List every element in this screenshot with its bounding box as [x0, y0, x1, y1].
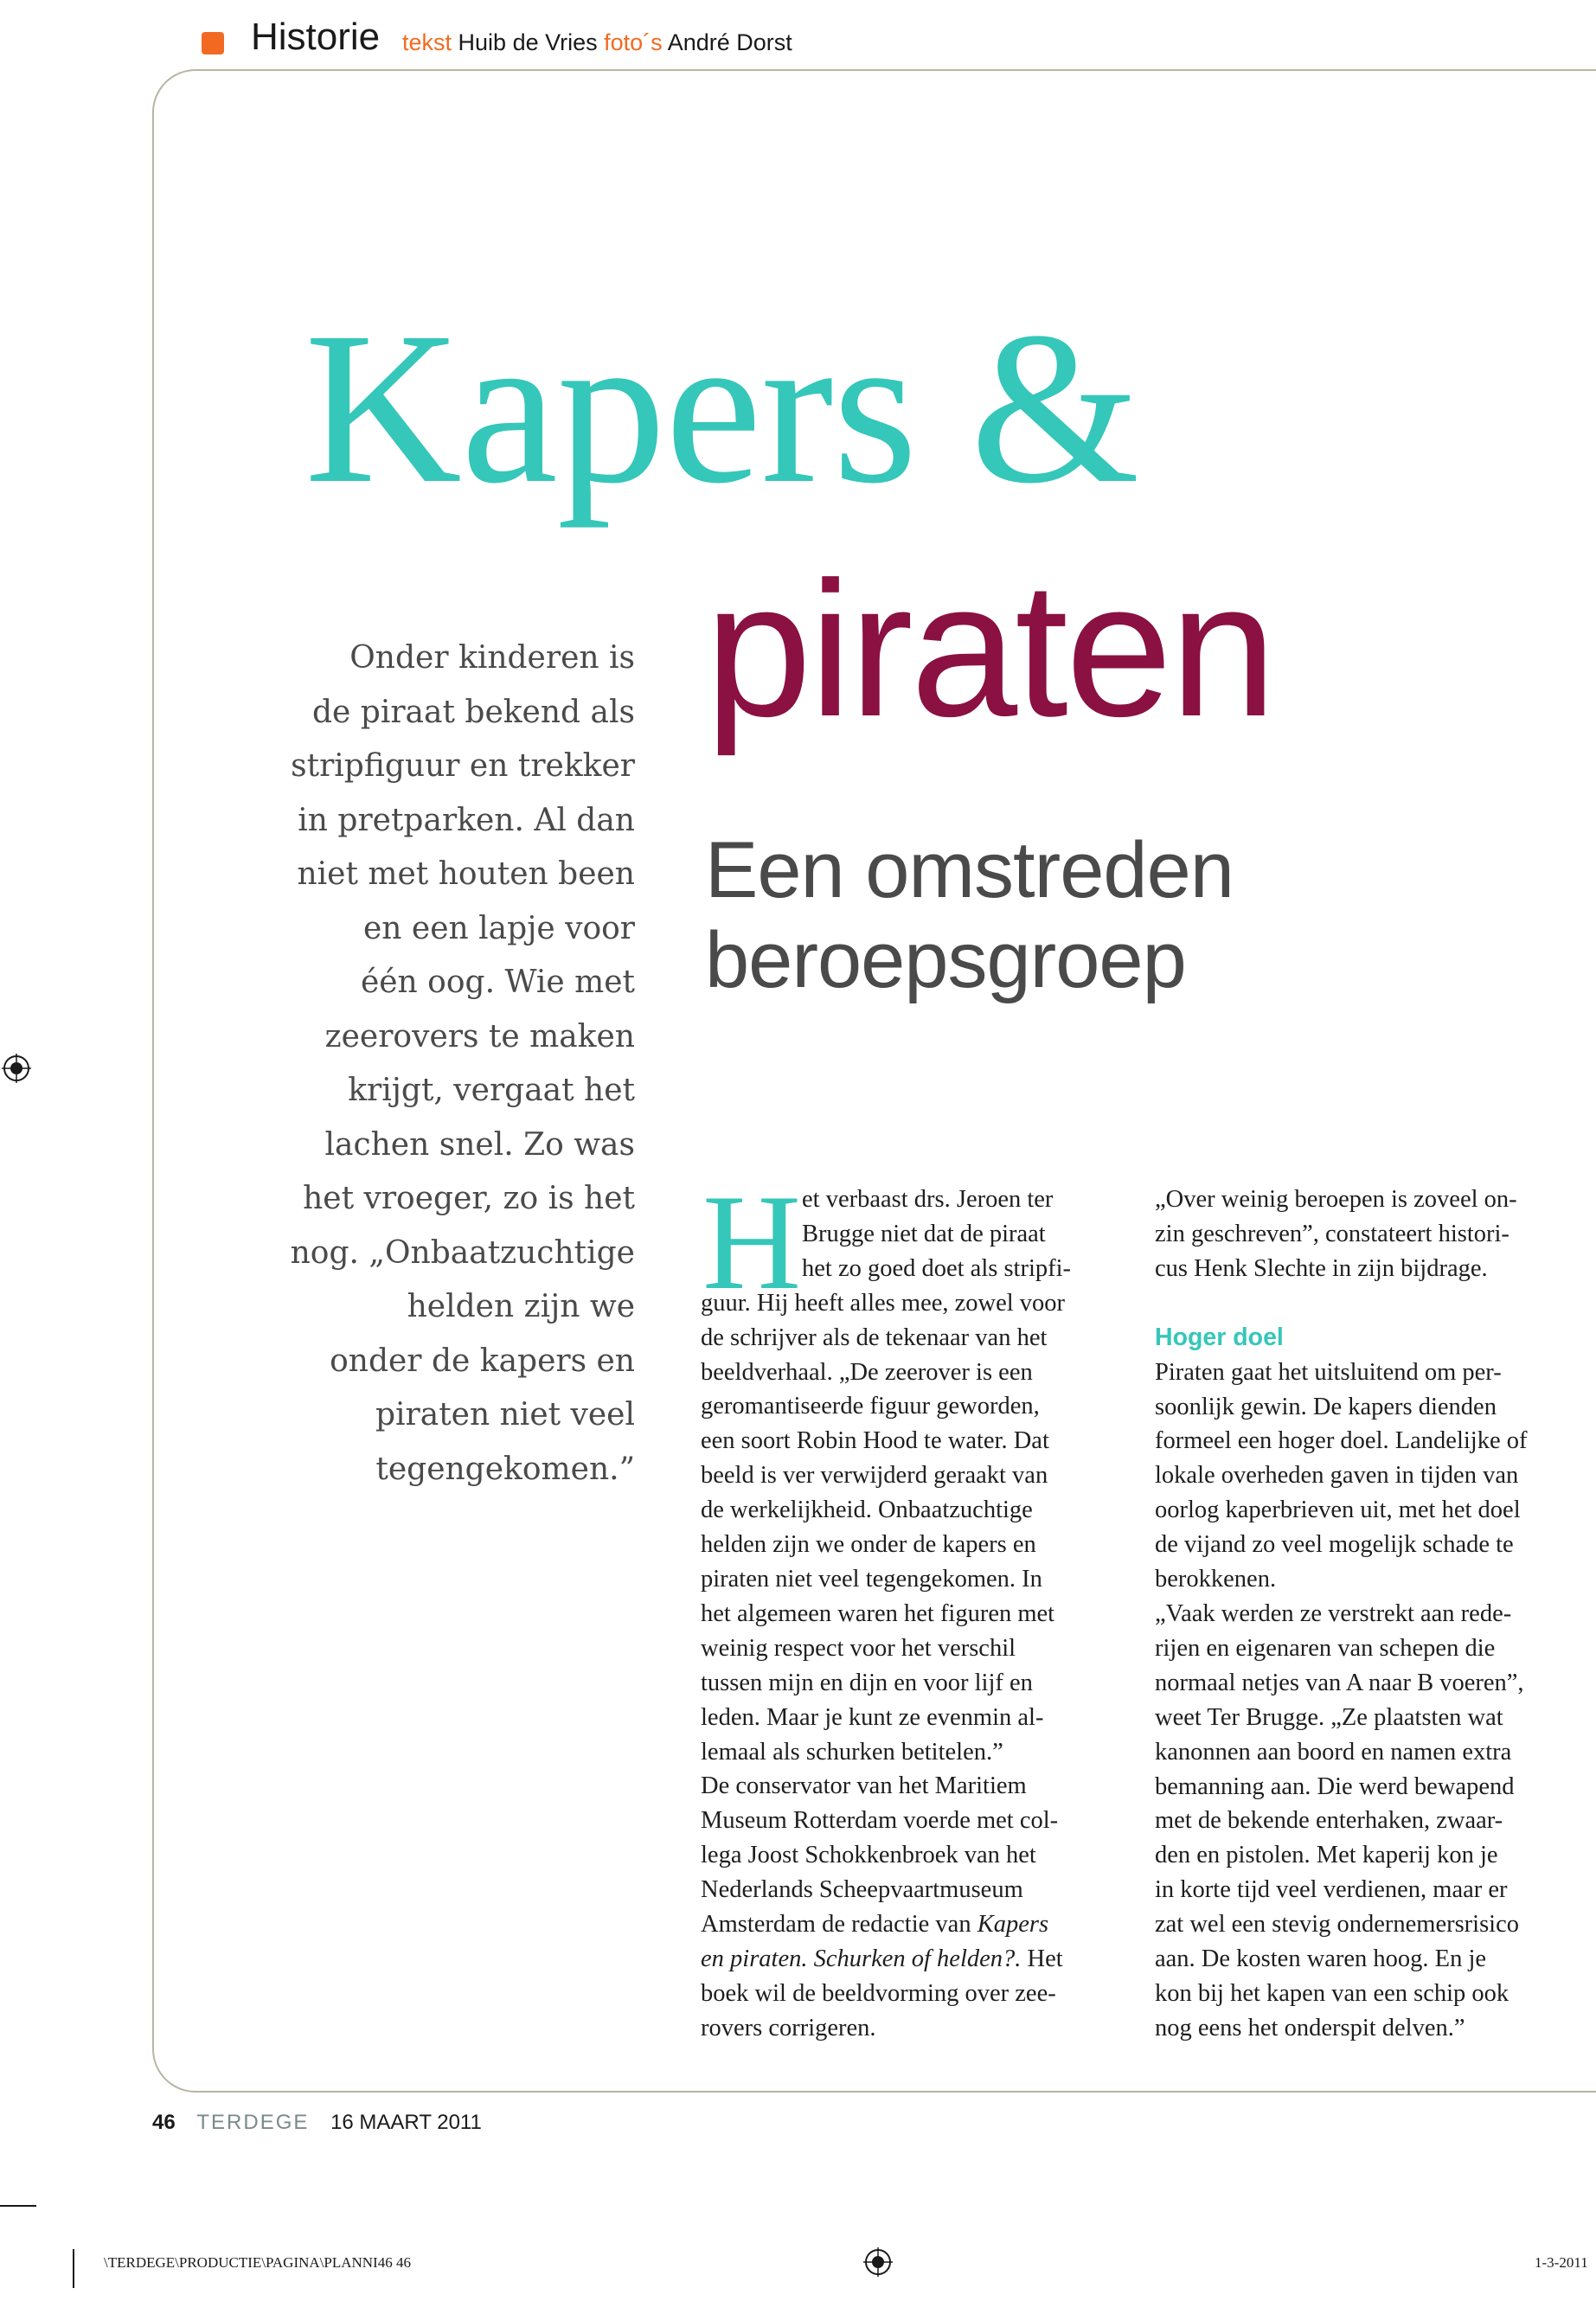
body-line: leden. Maar je kunt ze evenmin al- [701, 1703, 1044, 1731]
body-line: lokale overheden gaven in tijden van [1155, 1462, 1519, 1490]
book-title-part-1: Kapers [977, 1911, 1049, 1939]
section-marker [202, 32, 224, 54]
page-footer [152, 2111, 482, 2135]
body-line: kanonnen aan boord en namen extra [1155, 1738, 1512, 1766]
body-line: beeldverhaal. „De zeerover is een [701, 1358, 1033, 1386]
body-line: geromantiseerde figuur geworden, [701, 1393, 1040, 1420]
body-line [701, 1942, 1071, 1977]
body-line: nog eens het onderspit delven.” [1155, 2014, 1465, 2041]
body-line: normaal netjes van A naar B voeren”, [1155, 1669, 1524, 1696]
body-line: de werkelijkheid. Onbaatzuchtige [701, 1497, 1033, 1524]
body-line: tussen mijn en dijn en voor lijf en [701, 1669, 1033, 1696]
subtitle-line-2: beroepsgroep [705, 915, 1186, 1004]
body-line: cus Henk Slechte in zijn bijdrage. [1155, 1254, 1488, 1282]
author: Huib de Vries [458, 29, 598, 55]
body-line: rovers corrigeren. [701, 2014, 876, 2041]
intro-line: Onder kinderen is [349, 640, 635, 676]
magazine-name: TERDEGE [196, 2111, 310, 2134]
subtitle [705, 826, 1234, 1006]
body-line: soonlijk gewin. De kapers dienden [1155, 1393, 1497, 1420]
body-line: zat wel een stevig ondernemersrisico [1155, 1911, 1520, 1939]
body-line: De conservator van het Maritiem [701, 1772, 1027, 1800]
drop-cap: H [702, 1167, 802, 1318]
body-line: Piraten gaat het uitsluitend om per- [1155, 1358, 1502, 1386]
body-text: Het [1021, 1945, 1063, 1972]
body-line: zin geschreven”, constateert histori- [1155, 1220, 1509, 1247]
section-title: Historie [251, 16, 381, 58]
credits [402, 29, 792, 56]
body-column-1 [701, 1183, 1071, 2046]
intro-text [285, 631, 635, 1497]
intro-line: niet met houten been [297, 856, 635, 892]
body-line: formeel een hoger doel. Landelijke of [1155, 1427, 1528, 1455]
body-line: het algemeen waren het figuren met [701, 1599, 1055, 1627]
photo-label: foto´s [604, 29, 663, 55]
crop-mark [0, 2205, 36, 2207]
intro-line: stripfiguur en trekker [291, 748, 635, 784]
registration-mark-icon [2, 1054, 31, 1083]
body-line: „Vaak werden ze verstrekt aan rede- [1155, 1599, 1512, 1627]
page-number: 46 [152, 2111, 176, 2134]
body-line: aan. De kosten waren hoog. En je [1155, 1945, 1487, 1973]
body-line: bemanning aan. Die werd bewapend [1155, 1772, 1515, 1800]
subtitle-line-1: Een omstreden [705, 826, 1234, 914]
spacer [1155, 1286, 1527, 1321]
body-line: Brugge niet dat de piraat [802, 1220, 1046, 1247]
body-line: oorlog kaperbrieven uit, met het doel [1155, 1497, 1521, 1524]
slug-path: \TERDEGE\PRODUCTIE\PAGINA\PLANNI46 46 [104, 2254, 411, 2271]
intro-line: in pretparken. Al dan [298, 802, 635, 838]
intro-line: zeerovers te maken [324, 1018, 635, 1054]
registration-mark-icon [863, 2247, 893, 2277]
body-column-2 [1155, 1183, 1527, 2046]
body-line: rijen en eigenaren van schepen die [1155, 1634, 1496, 1662]
body-line: kon bij het kapen van een schip ook [1155, 1979, 1509, 2007]
body-line: guur. Hij heeft alles mee, zowel voor [701, 1289, 1066, 1317]
crop-mark [73, 2249, 74, 2288]
intro-line: het vroeger, zo is het [303, 1181, 635, 1216]
intro-line: nog. „Onbaatzuchtige [290, 1234, 635, 1271]
body-line: het zo goed doet als stripfi- [802, 1254, 1072, 1282]
title-line-1: Kapers & [304, 286, 1139, 529]
intro-line: tegengekomen.” [375, 1451, 635, 1487]
body-line: piraten niet veel tegengekomen. In [701, 1565, 1042, 1593]
intro-line: één oog. Wie met [360, 965, 635, 1000]
body-line: Museum Rotterdam voerde met col- [701, 1807, 1059, 1835]
body-line: lemaal als schurken betitelen.” [701, 1738, 1003, 1766]
subheading: Hoger doel [1155, 1323, 1284, 1351]
intro-line: krijgt, vergaat het [348, 1073, 635, 1108]
photographer: André Dorst [667, 29, 792, 55]
slug-date: 1-3-2011 [1535, 2254, 1588, 2271]
body-line: et verbaast drs. Jeroen ter [802, 1186, 1054, 1213]
title-line-2: piraten [705, 542, 1274, 757]
body-line: in korte tijd veel verdienen, maar er [1155, 1876, 1508, 1904]
body-line: beeld is ver verwijderd geraakt van [701, 1462, 1048, 1490]
text-label: tekst [402, 29, 452, 55]
body-line: den en pistolen. Met kaperij kon je [1155, 1842, 1498, 1869]
body-line: Nederlands Scheepvaartmuseum [701, 1876, 1023, 1904]
body-line: boek wil de beeldvorming over zee- [701, 1979, 1056, 2007]
book-title-part-2: en piraten. Schurken of helden?. [701, 1945, 1022, 1972]
body-line: een soort Robin Hood te water. Dat [701, 1427, 1049, 1455]
body-line: met de bekende enterhaken, zwaar- [1155, 1807, 1503, 1835]
body-line: lega Joost Schokkenbroek van het [701, 1842, 1036, 1869]
body-line: de schrijver als de tekenaar van het [701, 1324, 1048, 1351]
intro-line: de piraat bekend als [312, 694, 635, 730]
issue-date: 16 MAART 2011 [330, 2111, 482, 2134]
body-line: weet Ter Brugge. „Ze plaatsten wat [1155, 1703, 1503, 1731]
body-line: de vijand zo veel mogelijk schade te [1155, 1531, 1514, 1559]
body-line: helden zijn we onder de kapers en [701, 1531, 1036, 1559]
intro-line: lachen snel. Zo was [324, 1126, 635, 1163]
body-line [701, 1907, 1071, 1942]
intro-line: helden zijn we [407, 1289, 635, 1324]
body-line: weinig respect voor het verschil [701, 1634, 1016, 1662]
intro-line: en een lapje voor [363, 910, 635, 946]
intro-line: piraten niet veel [375, 1397, 635, 1433]
body-line: berokkenen. [1155, 1566, 1277, 1593]
intro-line: onder de kapers en [330, 1343, 635, 1379]
body-line: „Over weinig beroepen is zoveel on- [1155, 1186, 1517, 1213]
body-text: Amsterdam de redactie van [701, 1911, 971, 1939]
